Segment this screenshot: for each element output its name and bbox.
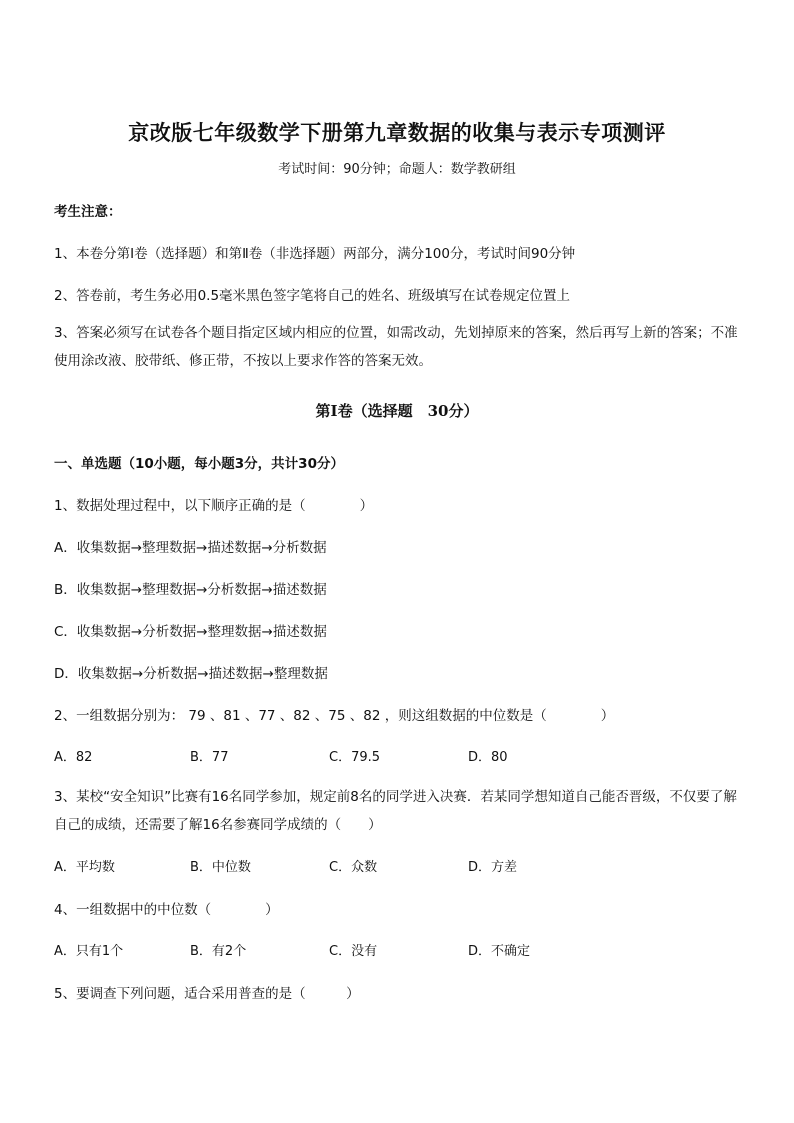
question-1-option-a: A．收集数据→整理数据→描述数据→分析数据 — [54, 540, 327, 556]
question-2-option-c: C．79.5 — [329, 750, 381, 765]
question-4-stem: 4、一组数据中的中位数（ ） — [54, 902, 279, 918]
question-4-option-a: A．只有1个 — [54, 944, 124, 959]
question-2-stem: 2、一组数据分别为： 79 、81 、77 、82 、75 、82 ，则这组数据的中位数是（ ） — [54, 708, 615, 724]
question-2-option-b: B．77 — [190, 750, 229, 765]
exam-title: 京改版七年级数学下册第九章数据的收集与表示专项测评 — [128, 120, 666, 145]
question-3-option-b: B．中位数 — [190, 860, 251, 875]
question-2-option-d: D．80 — [468, 750, 508, 765]
question-5-stem: 5、要调查下列问题，适合采用普查的是（ ） — [54, 986, 360, 1002]
question-3-option-c: C．众数 — [329, 860, 378, 875]
notice-item-2: 2、答卷前，考生务必用0.5毫米黑色签字笔将自己的姓名、班级填写在试卷规定位置上 — [54, 288, 571, 304]
notice-item-1: 1、本卷分第Ⅰ卷（选择题）和第Ⅱ卷（非选择题）两部分，满分100分，考试时间90分钟 — [54, 246, 576, 262]
question-4-option-d: D．不确定 — [468, 944, 531, 959]
question-2-option-a: A．82 — [54, 750, 93, 765]
notice-item-3: 3、答案必须写在试卷各个题目指定区域内相应的位置，如需改动，先划掉原来的答案，然后再写上新的答案；不准使用涂改液、胶带纸、修正带，不按以上要求作答的答案无效。 — [54, 325, 738, 369]
question-1-stem: 1、数据处理过程中，以下顺序正确的是（ ） — [54, 498, 374, 514]
exam-subtitle: 考试时间：90分钟；命题人：数学教研组 — [278, 162, 516, 177]
part-heading: 一、单选题（10小题，每小题3分，共计30分） — [54, 456, 344, 472]
question-3-stem: 3、某校“安全知识”比赛有16名同学参加，规定前8名的同学进入决赛．若某同学想知道自己能否晋级，不仅要了解自己的成绩，还需要了解16名参赛同学成绩的（ ） — [54, 789, 737, 833]
question-4-option-b: B．有2个 — [190, 944, 247, 959]
question-4-option-c: C．没有 — [329, 944, 378, 959]
question-3-option-d: D．方差 — [468, 860, 518, 875]
question-1-option-b: B．收集数据→整理数据→分析数据→描述数据 — [54, 582, 327, 598]
question-1-option-c: C．收集数据→分析数据→整理数据→描述数据 — [54, 624, 327, 640]
question-1-option-d: D．收集数据→分析数据→描述数据→整理数据 — [54, 666, 328, 682]
question-3-option-a: A．平均数 — [54, 860, 115, 875]
section-title: 第Ⅰ卷（选择题 30分） — [315, 402, 479, 420]
notice-heading: 考生注意： — [54, 204, 122, 220]
